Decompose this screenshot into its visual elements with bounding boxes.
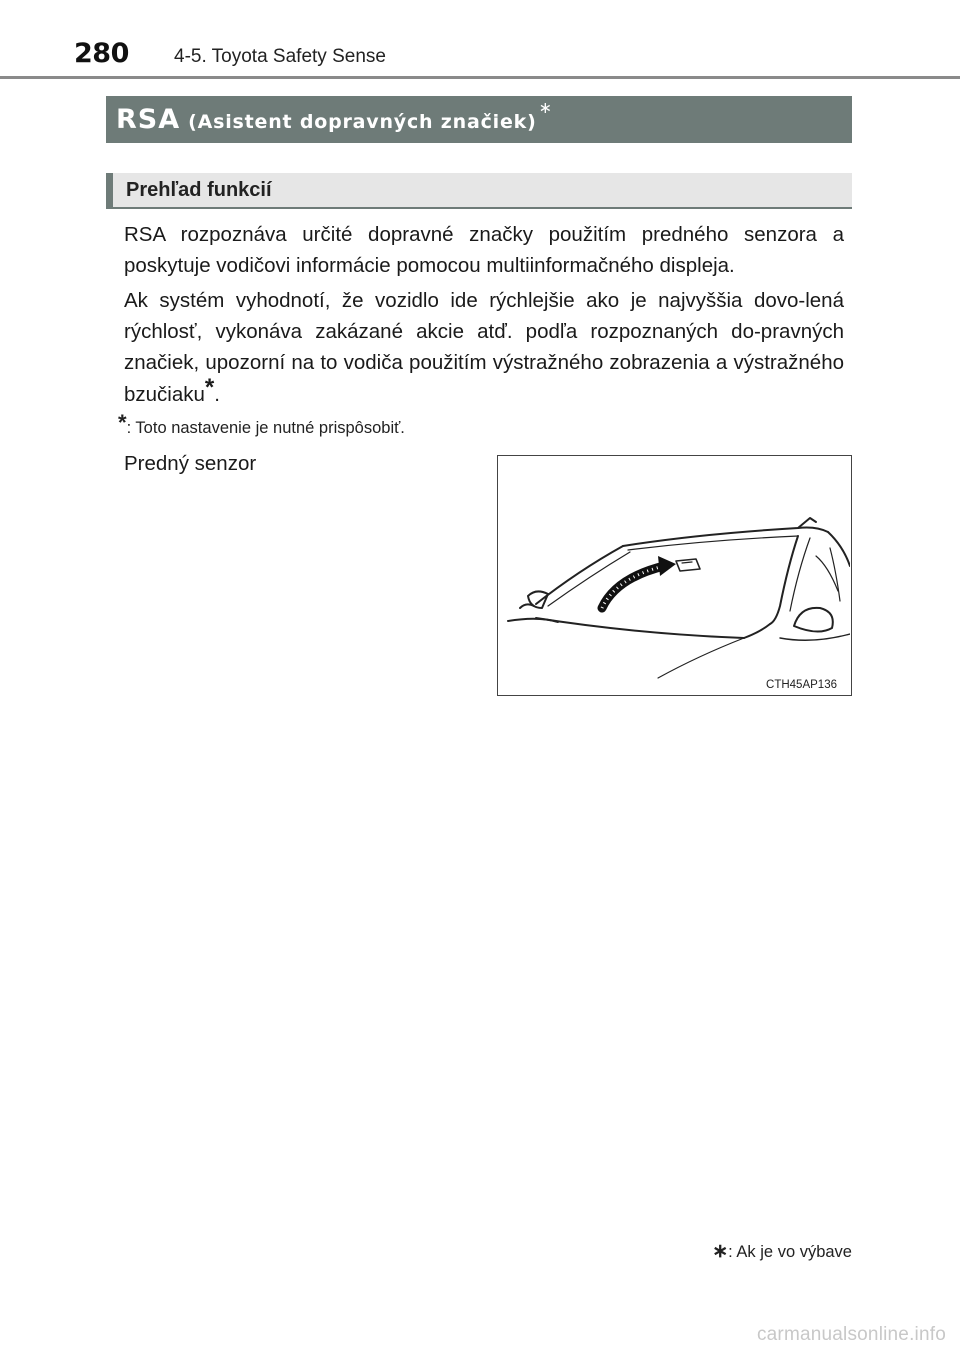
title-marker: ∗ bbox=[538, 99, 552, 117]
title-main: RSA bbox=[116, 104, 181, 135]
subsection-title: Prehľad funkcií bbox=[126, 178, 272, 201]
subsection-bar bbox=[106, 173, 852, 209]
header-rule bbox=[0, 76, 960, 79]
figure-caption: Predný senzor bbox=[124, 452, 257, 475]
title-sub: (Asistent dopravných značiek) bbox=[188, 110, 537, 133]
paragraph-1: RSA rozpoznáva určité dopravné značky použitím predného senzora a poskytuje vodičovi informácie pomocou multiinformačného displeja. bbox=[124, 223, 844, 277]
windshield-sensor-illustration bbox=[498, 456, 850, 694]
footnote-text: : Toto nastavenie je nutné prispôsobiť. bbox=[126, 419, 405, 437]
bottom-note-marker: ∗ bbox=[712, 1241, 729, 1262]
paragraph-2 bbox=[124, 285, 844, 410]
paragraph-2-marker: * bbox=[204, 374, 215, 401]
paragraph-2-text: Ak systém vyhodnotí, že vozidlo ide rýchlejšie ako je najvyššia dovo-lená rýchlosť, vykonáva zakázané akcie atď. podľa rozpoznaných do-pravných značiek, upozorní na to vodiča použitím výstražného zobrazenia a výstražného bzučiaku bbox=[124, 289, 844, 406]
watermark: carmanualsonline.info bbox=[756, 1324, 946, 1345]
figure bbox=[497, 455, 852, 696]
section-label: 4-5. Toyota Safety Sense bbox=[174, 46, 386, 67]
bottom-note bbox=[712, 1240, 852, 1263]
page-number: 280 bbox=[74, 38, 129, 69]
title-bar bbox=[106, 96, 852, 143]
paragraph-2-end: . bbox=[214, 383, 220, 406]
bottom-note-text: : Ak je vo výbave bbox=[728, 1243, 852, 1261]
figure-code: CTH45AP136 bbox=[766, 679, 837, 691]
footnote-marker: * bbox=[118, 410, 127, 435]
footnote bbox=[118, 410, 405, 439]
